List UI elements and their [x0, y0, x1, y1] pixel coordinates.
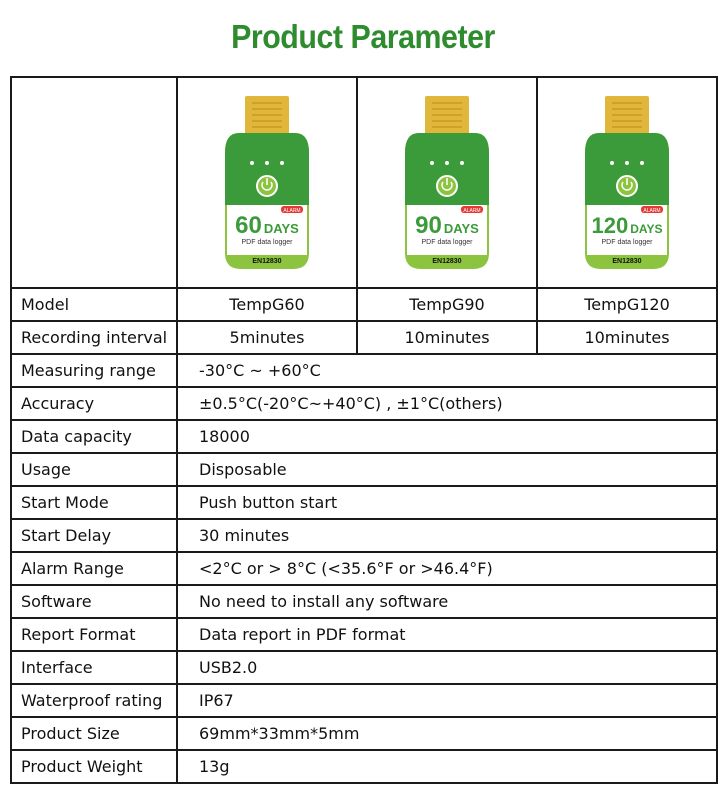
spec-row [11, 750, 717, 783]
row-value: 13g [177, 750, 717, 783]
row-value: Data report in PDF format [177, 618, 717, 651]
interval-row [11, 321, 717, 354]
row-value: IP67 [177, 684, 717, 717]
svg-text:90DAYS: 90 DAYS [415, 211, 479, 239]
spec-row [11, 420, 717, 453]
product-image-cell [537, 77, 717, 288]
model-value: TempG90 [357, 288, 537, 321]
spec-row [11, 585, 717, 618]
data-logger-image [577, 93, 677, 273]
row-label: Model [11, 288, 177, 321]
svg-text:EN12830: EN12830 [612, 257, 642, 265]
svg-text:EN12830: EN12830 [252, 257, 282, 265]
row-label: Product Size [11, 717, 177, 750]
product-image-cell [357, 77, 537, 288]
interval-value: 10minutes [357, 321, 537, 354]
row-value: 69mm*33mm*5mm [177, 717, 717, 750]
model-value: TempG60 [177, 288, 357, 321]
spec-row [11, 684, 717, 717]
spec-row [11, 486, 717, 519]
svg-text:PDF data logger: PDF data logger [601, 238, 653, 246]
spec-row [11, 618, 717, 651]
svg-text:60DAYS: 60 DAYS [235, 211, 299, 239]
row-label: Report Format [11, 618, 177, 651]
spec-row [11, 387, 717, 420]
row-value: Disposable [177, 453, 717, 486]
svg-text:EN12830: EN12830 [432, 257, 462, 265]
product-image-cell [177, 77, 357, 288]
row-value: Push button start [177, 486, 717, 519]
svg-text:120DAYS: 120 DAYS [591, 212, 663, 238]
row-label: Software [11, 585, 177, 618]
spec-row [11, 354, 717, 387]
svg-text:PDF data logger: PDF data logger [241, 238, 293, 246]
spec-row [11, 519, 717, 552]
svg-text:ALARM: ALARM [463, 207, 481, 214]
row-value: <2°C or > 8°C (<35.6°F or >46.4°F) [177, 552, 717, 585]
row-value: No need to install any software [177, 585, 717, 618]
row-label: Usage [11, 453, 177, 486]
spec-row [11, 717, 717, 750]
data-logger-image [397, 93, 497, 273]
interval-value: 5minutes [177, 321, 357, 354]
row-value: 30 minutes [177, 519, 717, 552]
svg-text:ALARM: ALARM [283, 207, 301, 214]
row-label: Start Mode [11, 486, 177, 519]
data-logger-image [217, 93, 317, 273]
spec-row [11, 453, 717, 486]
row-label: Measuring range [11, 354, 177, 387]
row-label: Accuracy [11, 387, 177, 420]
row-label: Recording interval [11, 321, 177, 354]
row-value: 18000 [177, 420, 717, 453]
row-value: -30°C ~ +60°C [177, 354, 717, 387]
row-label: Waterproof rating [11, 684, 177, 717]
empty-corner-cell [11, 77, 177, 288]
svg-text:ALARM: ALARM [643, 207, 661, 214]
parameter-table [10, 76, 718, 784]
usb-connector [605, 96, 649, 136]
row-label: Product Weight [11, 750, 177, 783]
product-image-row [11, 77, 717, 288]
model-row [11, 288, 717, 321]
row-value: USB2.0 [177, 651, 717, 684]
usb-connector [245, 96, 289, 136]
row-value: ±0.5°C(-20°C~+40°C) , ±1°C(others) [177, 387, 717, 420]
svg-text:PDF data logger: PDF data logger [421, 238, 473, 246]
model-value: TempG120 [537, 288, 717, 321]
row-label: Alarm Range [11, 552, 177, 585]
spec-row [11, 651, 717, 684]
row-label: Data capacity [11, 420, 177, 453]
page-title: Product Parameter [231, 18, 495, 55]
usb-connector [425, 96, 469, 136]
row-label: Start Delay [11, 519, 177, 552]
interval-value: 10minutes [537, 321, 717, 354]
row-label: Interface [11, 651, 177, 684]
spec-row [11, 552, 717, 585]
